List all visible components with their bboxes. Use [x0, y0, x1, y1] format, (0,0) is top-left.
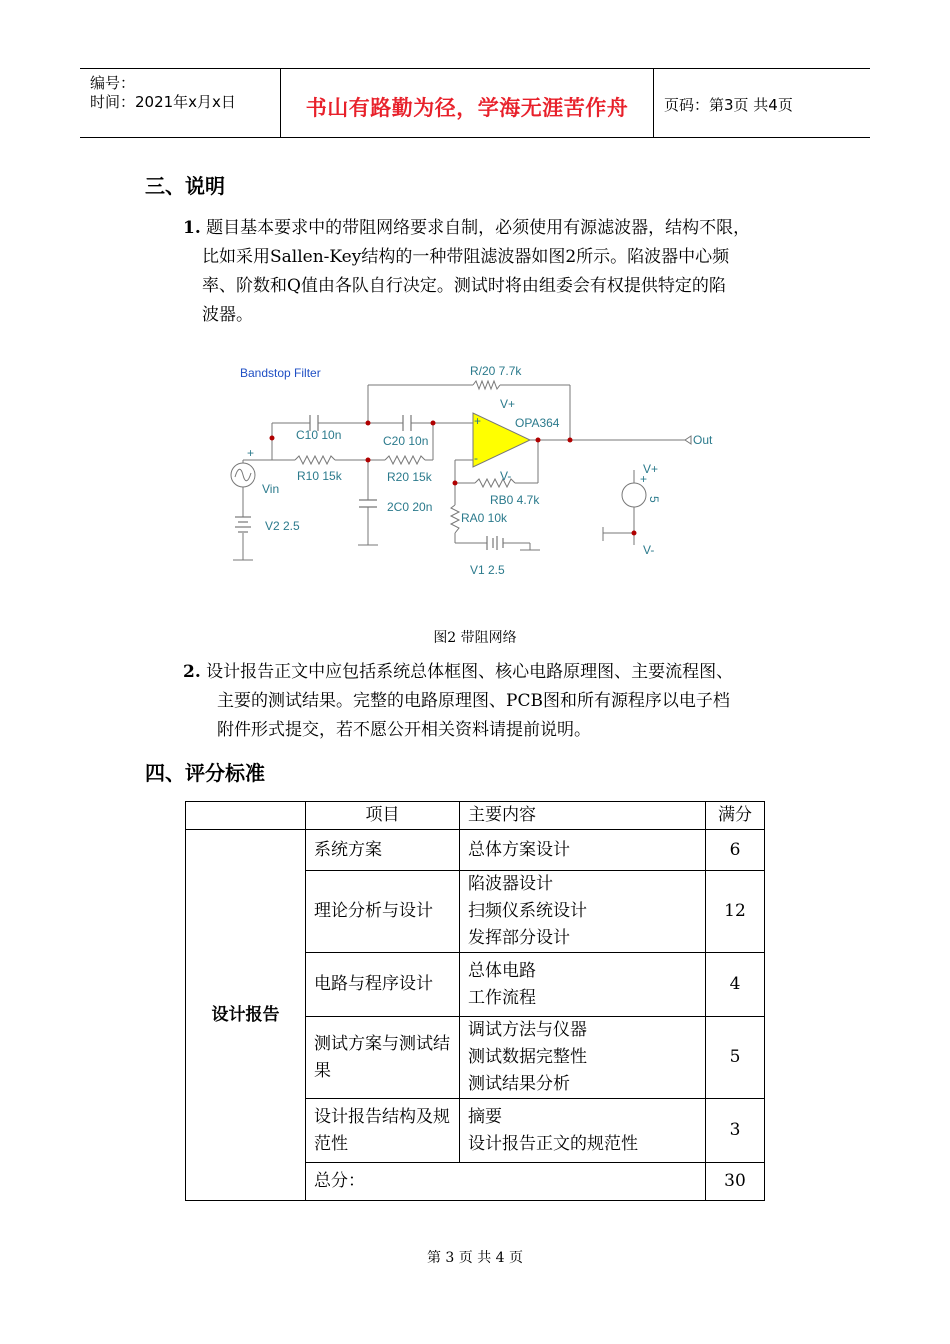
content-line: 测试结果分析 — [468, 1074, 570, 1094]
label-r10: R10 15k — [297, 469, 342, 483]
item1-number: 1. — [183, 218, 201, 238]
item1-line1 — [183, 214, 750, 243]
figure-caption: 图2 带阻网络 — [433, 630, 517, 646]
label-rb0: RB0 4.7k — [490, 493, 540, 507]
label-v2: V2 2.5 — [265, 519, 300, 533]
label-vminus: V- — [500, 469, 512, 483]
row-content — [460, 953, 706, 1017]
section-title-3: 三、说明 — [145, 174, 225, 198]
label-v5: 5 — [647, 496, 661, 503]
row-item: 设计报告结构及规范性 — [306, 1099, 460, 1163]
row-item: 系统方案 — [306, 830, 460, 871]
item2-text-1: 设计报告正文中应包括系统总体框图、核心电路原理图、主要流程图、 — [206, 662, 734, 682]
total-label: 总分： — [306, 1163, 706, 1201]
row-score: 6 — [706, 830, 765, 871]
row-content — [460, 871, 706, 953]
label-r20b: R20 15k — [387, 470, 432, 484]
item2-number: 2. — [183, 662, 201, 682]
content-line: 调试方法与仪器 — [468, 1020, 587, 1040]
label-r20: R/20 7.7k — [470, 364, 522, 378]
schematic-title: Bandstop Filter — [240, 366, 321, 380]
label-c20: C20 10n — [383, 434, 429, 448]
total-score: 30 — [706, 1163, 765, 1201]
item1-line4: 波器。 — [202, 305, 253, 325]
content-line: 设计报告正文的规范性 — [468, 1133, 638, 1154]
row-score: 12 — [706, 871, 765, 953]
label-vin: Vin — [262, 482, 280, 496]
group-label-design-report: 设计报告 — [186, 830, 306, 1201]
row-score: 3 — [706, 1099, 765, 1163]
label-opa364: OPA364 — [515, 416, 560, 430]
header-motto-cell — [281, 69, 654, 137]
scoring-table — [185, 801, 765, 1201]
row-item: 理论分析与设计 — [306, 871, 460, 953]
label-opamp-minus: - — [474, 451, 478, 465]
item2-line1 — [183, 658, 733, 687]
row-score: 4 — [706, 953, 765, 1017]
table-row — [186, 830, 765, 871]
label-vin-plus: + — [247, 446, 255, 460]
motto-text: 书山有路勤为径，学海无涯苦作舟 — [305, 96, 629, 120]
row-item: 测试方案与测试结果 — [306, 1017, 460, 1099]
header-cell-score: 满分 — [706, 802, 765, 830]
content-line: 工作流程 — [468, 987, 536, 1008]
page-footer: 第 3 页 共 4 页 — [426, 1250, 524, 1266]
header-left-cell — [80, 69, 281, 137]
content-line: 摘要 — [468, 1106, 502, 1127]
label-opamp-plus: + — [474, 414, 482, 428]
row-item: 电路与程序设计 — [306, 953, 460, 1017]
row-content — [460, 1099, 706, 1163]
header-cell-item: 项目 — [306, 802, 460, 830]
label-c10: C10 10n — [296, 428, 342, 442]
date-text: 时间：2021年x月x日 — [90, 93, 236, 111]
page-header — [80, 68, 870, 138]
header-page-cell — [654, 69, 870, 137]
item2-line2: 主要的测试结果。完整的电路原理图、PCB图和所有源程序以电子档 — [217, 691, 730, 711]
content-line: 扫频仪系统设计 — [468, 901, 587, 921]
table-header-row — [186, 802, 765, 830]
row-content — [460, 1017, 706, 1099]
label-2c0: 2C0 20n — [387, 500, 433, 514]
number-label: 编号： — [90, 74, 136, 92]
label-v5-plus: + — [640, 472, 648, 486]
label-out: Out — [693, 433, 713, 447]
label-ra0: RA0 10k — [461, 511, 508, 525]
content-line: 发挥部分设计 — [468, 928, 570, 948]
content-line: 测试数据完整性 — [468, 1047, 587, 1067]
item1-text-1: 题目基本要求中的带阻网络要求自制，必须使用有源滤波器，结构不限， — [206, 218, 751, 238]
section-title-4: 四、评分标准 — [145, 761, 265, 785]
row-score: 5 — [706, 1017, 765, 1099]
item1-line3: 率、阶数和Q值由各队自行决定。测试时将由组委会有权提供特定的陷 — [202, 276, 726, 296]
header-cell-content: 主要内容 — [460, 802, 706, 830]
label-v1: V1 2.5 — [470, 563, 505, 577]
item2-line3: 附件形式提交，若不愿公开相关资料请提前说明。 — [217, 720, 591, 740]
item1-line2: 比如采用Sallen-Key结构的一种带阻滤波器如图2所示。陷波器中心频 — [202, 247, 730, 267]
label-vminus2: V- — [643, 543, 655, 557]
label-v5-vplus: V+ — [643, 462, 659, 476]
label-vplus: V+ — [500, 397, 516, 411]
content-line: 总体电路 — [468, 960, 536, 981]
header-cell-empty — [186, 802, 306, 830]
page-indicator: 页码：第3页 共4页 — [664, 96, 793, 114]
bandstop-filter-schematic — [225, 355, 725, 585]
row-content: 总体方案设计 — [460, 830, 706, 871]
content-line: 陷波器设计 — [468, 874, 553, 894]
